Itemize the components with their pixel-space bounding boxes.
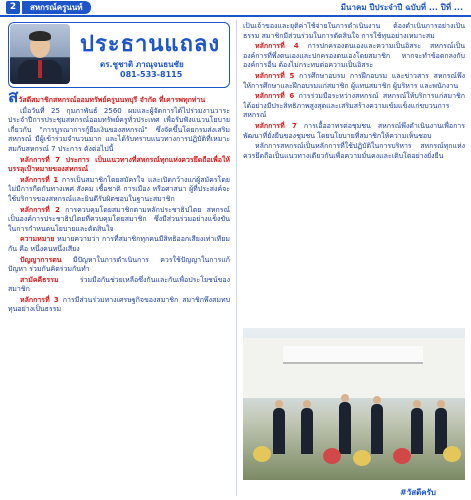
term-label: ความหมาย [20,235,55,244]
principle-label: หลักการที่ 3 [20,295,59,304]
author-phone: 081-533-8115 [120,70,183,79]
paragraph: หลักการที่ 3 การมีส่วนร่วมทางเศรษฐกิจของสมาชิก สมาชิกพึงสมทบทุนอย่างเป็นธรรม [8,295,230,314]
principle-label: หลักการที่ 4 [255,42,299,51]
principle-label: หลักการที่ 1 [20,175,59,184]
left-column-text [8,90,230,496]
photo-caption: #วัสดีครับ [400,488,436,497]
header-divider [0,15,471,17]
page-number: 2 [6,1,20,14]
column-title: ประธานแถลง [80,31,221,57]
paragraph: สามัคคีธรรม ร่วมมือกันช่วยเหลือซึ่งกันและกันเพื่อประโยชน์ของสมาชิก [8,275,230,294]
term-label: ปัญญาการตน [20,255,62,264]
paragraph: หลักการที่ 4 การปกครองตนเองและความเป็นอิสระ สหกรณ์เป็นองค์การที่พึ่งตนเองและปกครองตนเองโดยสมาชิก หากจะทำข้อตกลงกับองค์การอื่น ต้องไม่กระทบต่อความเป็นอิสระ [243,42,465,70]
paragraph: หลักการที่ 2 การควบคุมโดยสมาชิกตามหลักประชาธิปไตย สหกรณ์เป็นองค์การประชาธิปไตยที่ควบคุมโดยสมาชิก ซึ่งมีส่วนร่วมอย่างแข็งขันในการกำหนดนโยบายและตัดสินใจ [8,205,230,233]
principle-label: หลักการที่ 6 [255,92,295,101]
principle-label: หลักการที่ 5 [255,71,295,80]
principle-label: หลักการที่ 2 [20,205,60,214]
right-column-text [243,22,465,324]
paragraph: เมื่อวันที่ 25 กุมภาพันธ์ 2560 ผมและผู้จัดการได้ไปร่วมงานวาระประจำปีการประชุมสหกรณ์ออมทรัพย์ครูทั่วประเทศ เพื่อรับฟังแนวนโยบายเกี่ยวกับ "การบูรณาการกู้ยืมเงินของสหกรณ์" ซึ่งจัดขึ้นโดยกรมส่งเสริมสหกรณ์ มีผู้เข้าร่วมจำนวนมาก และได้รับทราบแนวทางการปฏิบัติที่เหมาะสมกับสหกรณ์ 7 ประการ ดังต่อไปนี้ [8,106,230,153]
author-portrait [10,24,70,84]
paragraph: หลักการที่ 7 การเอื้ออาทรต่อชุมชน สหกรณ์พึงดำเนินงานเพื่อการพัฒนาที่ยั่งยืนของชุมชน โดยนโยบายที่สมาชิกให้ความเห็นชอบ [243,121,465,140]
paragraph: หลักการที่ 6 การร่วมมือระหว่างสหกรณ์ สหกรณ์ให้บริการแก่สมาชิกได้อย่างมีประสิทธิภาพสูงสุดและเสริมสร้างความเข้มแข็งแก่ขบวนการสหกรณ์ [243,92,465,120]
paragraph: ความหมาย หมายความว่า การที่สมาชิกทุกคนมีสิทธิออกเสียงเท่าเทียมกัน คือ หนึ่งคนหนึ่งเสียง [8,235,230,253]
paragraph: เป็นเจ้าของและยุติค่าใช้จ่ายในการดำเนินงาน ต้องดำเนินการอย่างเป็นธรรม สมาชิกมีส่วนร่วมในการตัดสินใจ การใช้ทุนอย่างเหมาะสม [243,22,465,40]
issue-info: มีนาคม ปีประจำปี ฉบับที่ ... ปีที่ ... [340,3,463,12]
paragraph: ปัญญาการตน มีปัญหาในการดำเนินการ ควรใช้ปัญญาในการแก้ปัญหา ร่วมกันคิดร่วมกันทำ [8,255,230,274]
paragraph: หลักการที่ 5 การศึกษาอบรม การฝึกอบรม และข่าวสาร สหกรณ์พึงให้การศึกษาและฝึกอบรมแก่สมาชิก ผู้แทนสมาชิก ผู้บริหาร และพนักงาน [243,71,465,90]
section-tab: สหกรณ์ครูนนท์ [22,1,91,14]
author-name: ดร.ชูชาติ ภาณุจนธนชัย [100,60,184,69]
paragraph: หลักการสหกรณ์เป็นหลักการที่ใช้ปฏิบัติในการบริหาร สหกรณ์ทุกแห่งควรยึดถือเป็นแนวทางเดียวกันเพื่อความมั่นคงและเติบโตอย่างยั่งยืน [243,142,465,160]
principle-label: หลักการที่ 7 [255,121,297,130]
highlight-paragraph: หลักการที่ 7 ประการ เป็นแนวทางที่สหกรณ์ทุกแห่งควรยึดถือเพื่อให้บรรลุเป้าหมายของสหกรณ์ [8,155,230,174]
header-bar [0,0,471,15]
greeting: วัสดีสมาชิกสหกรณ์ออมทรัพย์ครูนนทบุรี จำกัด ที่เคารพทุกท่าน [18,96,206,104]
term-label: สามัคคีธรรม [20,275,59,284]
event-photo [243,328,465,480]
paragraph: หลักการที่ 1 การเป็นสมาชิกโดยสมัครใจ และเปิดกว้างแก่ผู้สมัครโดยไม่มีการกีดกันทางเพศ สังคม เชื้อชาติ การเมือง หรือศาสนา ผู้ที่ประสงค์จะใช้บริการของสหกรณ์และยินดีรับผิดชอบในฐานะสมาชิก [8,175,230,203]
column-divider [236,20,237,496]
dropcap: ส [8,90,19,107]
